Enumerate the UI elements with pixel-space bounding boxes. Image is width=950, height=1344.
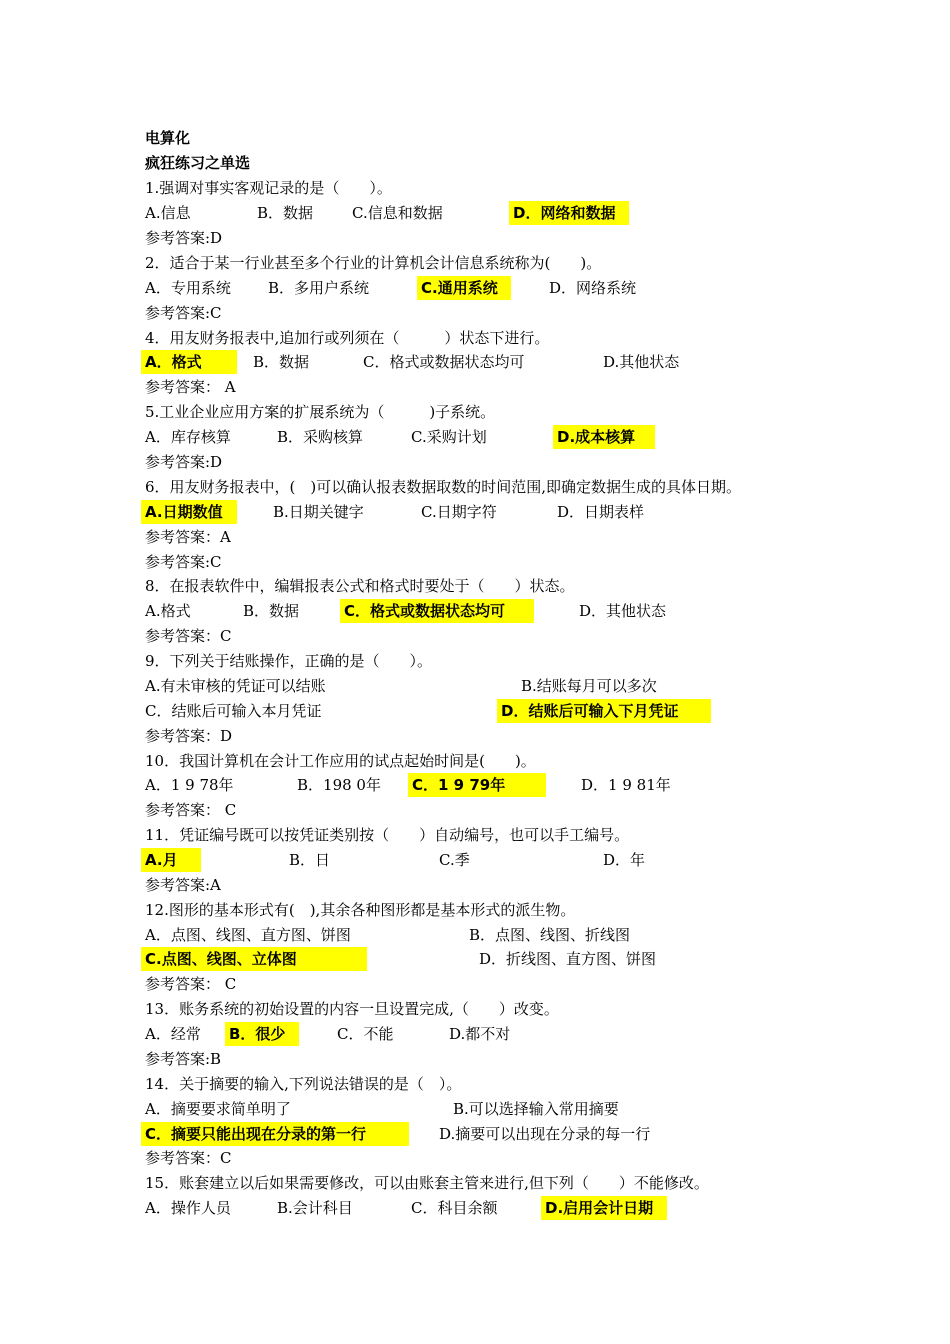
option: A．点图、线图、直方图、饼图 <box>145 926 351 944</box>
highlighted-answer-option: B．很少 <box>225 1022 299 1046</box>
option: A.格式 <box>145 602 191 620</box>
question-text: 8．在报表软件中，编辑报表公式和格式时要处于（ ）状态。 <box>145 577 575 595</box>
option: C．结账后可输入本月凭证 <box>145 702 322 720</box>
answer-line: 参考答案：C <box>145 1149 232 1167</box>
document-subtitle: 疯狂练习之单选 <box>145 154 251 172</box>
question-text: 4．用友财务报表中,追加行或列须在（ ）状态下进行。 <box>145 329 550 347</box>
answer-line: 参考答案:C <box>145 553 222 571</box>
option: C.采购计划 <box>411 428 487 446</box>
answer-line: 参考答案： C <box>145 975 237 993</box>
option: B．多用户系统 <box>268 279 370 297</box>
answer-line: 参考答案:A <box>145 876 221 894</box>
document-title: 电算化 <box>145 129 191 147</box>
option: C.日期字符 <box>421 503 497 521</box>
option: B.结账每月可以多次 <box>521 677 657 695</box>
highlighted-answer-option: A.月 <box>141 848 201 872</box>
answer-line: 参考答案:D <box>145 453 223 471</box>
option: A.有未审核的凭证可以结账 <box>145 677 326 695</box>
answer-line: 参考答案:B <box>145 1050 222 1068</box>
option: D．年 <box>603 851 646 869</box>
highlighted-answer-option: A.日期数值 <box>141 500 237 524</box>
option: D.都不对 <box>449 1025 511 1043</box>
option: B．数据 <box>253 353 310 371</box>
option: B．数据 <box>257 204 314 222</box>
option: B.日期关键字 <box>273 503 364 521</box>
highlighted-answer-option: C．1 9 79年 <box>408 773 546 797</box>
highlighted-answer-option: D．网络和数据 <box>509 201 629 225</box>
option: B．198 0年 <box>297 776 381 794</box>
answer-line: 参考答案： A <box>145 378 236 396</box>
option: B．点图、线图、折线图 <box>469 926 631 944</box>
option: D.摘要可以出现在分录的每一行 <box>439 1125 651 1143</box>
option: A．操作人员 <box>145 1199 231 1217</box>
option: B．数据 <box>243 602 300 620</box>
question-text: 5.工业企业应用方案的扩展系统为（ )子系统。 <box>145 403 496 421</box>
option: D．其他状态 <box>579 602 667 620</box>
option: A．库存核算 <box>145 428 231 446</box>
option: B．采购核算 <box>277 428 364 446</box>
question-text: 6．用友财务报表中，( )可以确认报表数据取数的时间范围,即确定数据生成的具体日期。 <box>145 478 742 496</box>
highlighted-answer-option: D.启用会计日期 <box>541 1196 667 1220</box>
option: C．科目余额 <box>411 1199 498 1217</box>
option: A.信息 <box>145 204 191 222</box>
highlighted-answer-option: D．结账后可输入下月凭证 <box>497 699 711 723</box>
option: B．日 <box>289 851 331 869</box>
option: C.信息和数据 <box>352 204 443 222</box>
answer-line: 参考答案：A <box>145 528 231 546</box>
option: A．摘要要求简单明了 <box>145 1100 291 1118</box>
highlighted-answer-option: C.通用系统 <box>417 276 511 300</box>
question-text: 12.图形的基本形式有( ),其余各种图形都是基本形式的派生物。 <box>145 901 576 919</box>
option: D．日期表样 <box>557 503 645 521</box>
question-text: 14．关于摘要的输入,下列说法错误的是（ ）。 <box>145 1075 462 1093</box>
option: A．1 9 78年 <box>145 776 234 794</box>
option: C．不能 <box>337 1025 394 1043</box>
option: C.季 <box>439 851 470 869</box>
option: A．专用系统 <box>145 279 231 297</box>
option: C．格式或数据状态均可 <box>363 353 525 371</box>
highlighted-answer-option: C．格式或数据状态均可 <box>340 599 534 623</box>
highlighted-answer-option: A．格式 <box>141 350 237 374</box>
highlighted-answer-option: C.点图、线图、立体图 <box>141 947 367 971</box>
question-text: 15．账套建立以后如果需要修改，可以由账套主管来进行,但下列（ ）不能修改。 <box>145 1174 709 1192</box>
option: D．网络系统 <box>549 279 637 297</box>
option: D.其他状态 <box>603 353 680 371</box>
option: D．折线图、直方图、饼图 <box>479 950 657 968</box>
option: A．经常 <box>145 1025 201 1043</box>
answer-line: 参考答案：C <box>145 627 232 645</box>
highlighted-answer-option: D.成本核算 <box>553 425 655 449</box>
highlighted-answer-option: C．摘要只能出现在分录的第一行 <box>141 1122 409 1146</box>
question-text: 13．账务系统的初始设置的内容一旦设置完成,（ ）改变。 <box>145 1000 559 1018</box>
option: B.会计科目 <box>277 1199 353 1217</box>
option: D．1 9 81年 <box>581 776 671 794</box>
question-text: 10．我国计算机在会计工作应用的试点起始时间是( )。 <box>145 752 536 770</box>
answer-line: 参考答案:C <box>145 304 222 322</box>
answer-line: 参考答案:D <box>145 229 223 247</box>
question-text: 2．适合于某一行业甚至多个行业的计算机会计信息系统称为( )。 <box>145 254 602 272</box>
answer-line: 参考答案：D <box>145 727 233 745</box>
answer-line: 参考答案： C <box>145 801 237 819</box>
question-text: 11．凭证编号既可以按凭证类别按（ ）自动编号，也可以手工编号。 <box>145 826 630 844</box>
question-text: 1.强调对事实客观记录的是（ ）。 <box>145 179 392 197</box>
question-text: 9．下列关于结账操作，正确的是（ ）。 <box>145 652 433 670</box>
option: B.可以选择输入常用摘要 <box>453 1100 619 1118</box>
